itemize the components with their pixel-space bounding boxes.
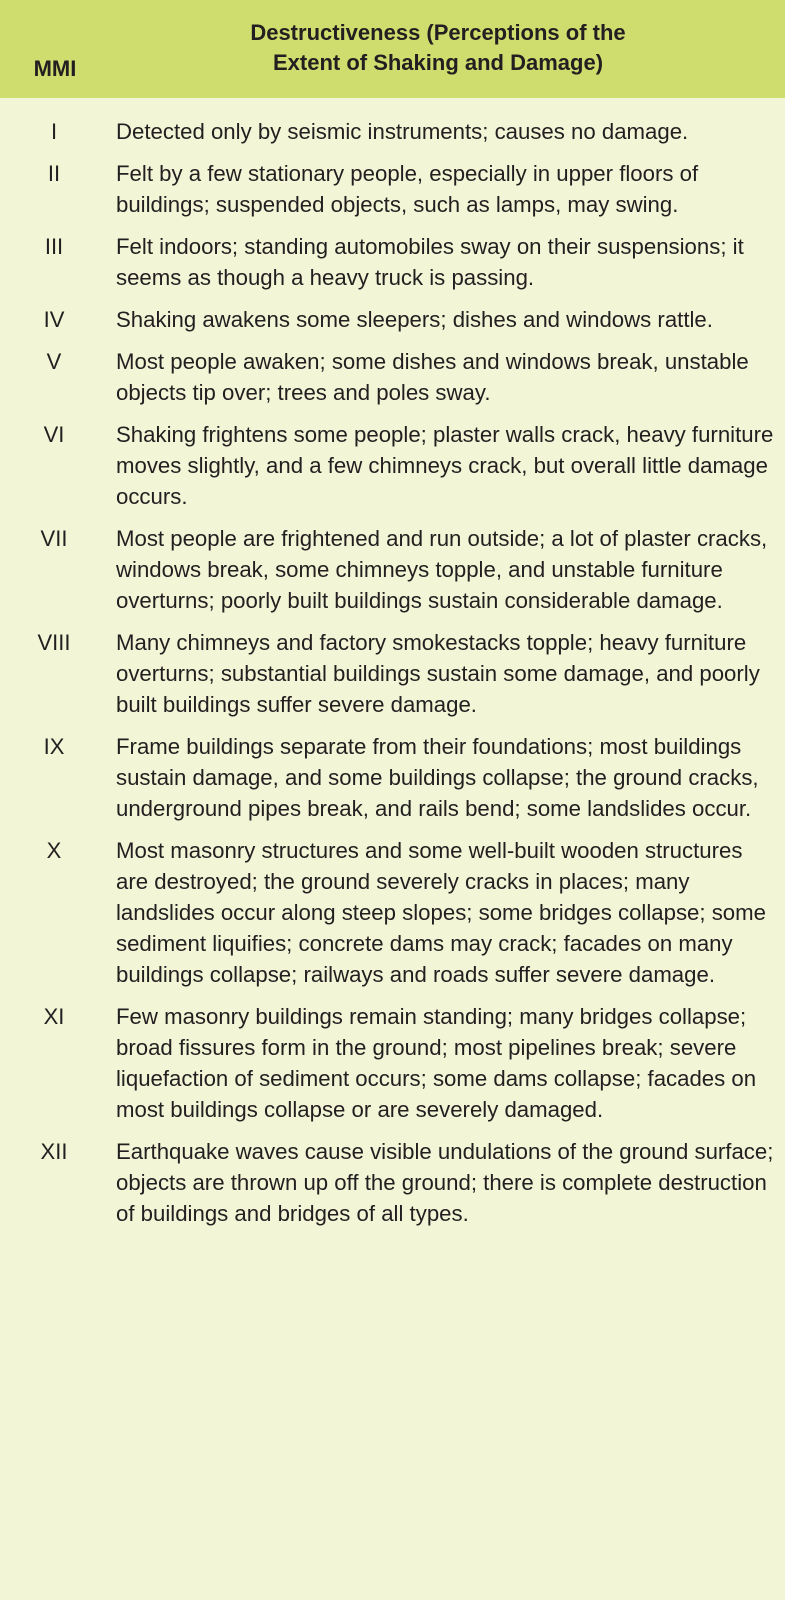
mmi-value: X	[46, 838, 62, 863]
table-row	[0, 158, 785, 220]
mmi-description: Most people are frightened and run outside; a lot of plaster cracks, windows break, some chimneys topple, and unstable furniture overturns; poorly built buildings sustain considerable damage.	[116, 526, 768, 613]
table-row	[0, 116, 785, 147]
mmi-description: Detected only by seismic instruments; causes no damage.	[116, 119, 689, 144]
mmi-value: IX	[43, 734, 65, 759]
table-row	[0, 419, 785, 512]
mmi-description: Felt indoors; standing automobiles sway on their suspensions; it seems as though a heavy truck is passing.	[116, 234, 744, 290]
mmi-value: VIII	[37, 630, 71, 655]
mmi-description: Shaking frightens some people; plaster walls crack, heavy furniture moves slightly, and a few chimneys crack, but overall little damage occurs.	[116, 422, 774, 509]
table-row	[0, 627, 785, 720]
mmi-description: Shaking awakens some sleepers; dishes and windows rattle.	[116, 307, 713, 332]
mmi-value: II	[47, 161, 61, 186]
mmi-description: Most people awaken; some dishes and windows break, unstable objects tip over; trees and poles sway.	[116, 349, 749, 405]
mmi-value: I	[50, 119, 58, 144]
header-desc-line-1: Destructiveness (Perceptions of the	[250, 20, 626, 45]
table-row	[0, 304, 785, 335]
mmi-value: V	[46, 349, 62, 374]
mmi-value: IV	[43, 307, 65, 332]
table-row	[0, 731, 785, 824]
table-row	[0, 231, 785, 293]
table-header	[0, 0, 785, 98]
table-row	[0, 835, 785, 990]
mmi-value: XII	[40, 1139, 68, 1164]
mmi-description: Earthquake waves cause visible undulations of the ground surface; objects are thrown up off the ground; there is complete destruction of buildings and bridges of all types.	[116, 1139, 774, 1226]
table-row	[0, 1001, 785, 1125]
mmi-description: Many chimneys and factory smokestacks topple; heavy furniture overturns; substantial buildings sustain some damage, and poorly built buildings suffer severe damage.	[116, 630, 760, 717]
mmi-description: Most masonry structures and some well-built wooden structures are destroyed; the ground severely cracks in places; many landslides occur along steep slopes; some bridges collapse; some sediment liquifies; concrete dams may crack; facades on many buildings collapse; railways and roads suffer severe damage.	[116, 838, 766, 987]
mmi-value: III	[44, 234, 64, 259]
mmi-description: Few masonry buildings remain standing; many bridges collapse; broad fissures form in the ground; most pipelines break; severe liquefaction of sediment occurs; some dams collapse; facades on most buildings collapse or are severely damaged.	[116, 1004, 757, 1122]
mmi-description: Frame buildings separate from their foundations; most buildings sustain damage, and some buildings collapse; the ground cracks, underground pipes break, and rails bend; some landslides occur.	[116, 734, 759, 821]
mmi-description: Felt by a few stationary people, especially in upper floors of buildings; suspended objects, such as lamps, may swing.	[116, 161, 699, 217]
table-row	[0, 346, 785, 408]
mmi-value: VII	[40, 526, 68, 551]
mmi-value: XI	[43, 1004, 65, 1029]
table-body	[0, 98, 785, 1229]
header-mmi: MMI	[33, 56, 77, 81]
table-row	[0, 523, 785, 616]
header-desc-line-2: Extent of Shaking and Damage)	[272, 50, 604, 75]
header-destructiveness	[118, 18, 758, 78]
mmi-value: VI	[43, 422, 65, 447]
table-row	[0, 1136, 785, 1229]
